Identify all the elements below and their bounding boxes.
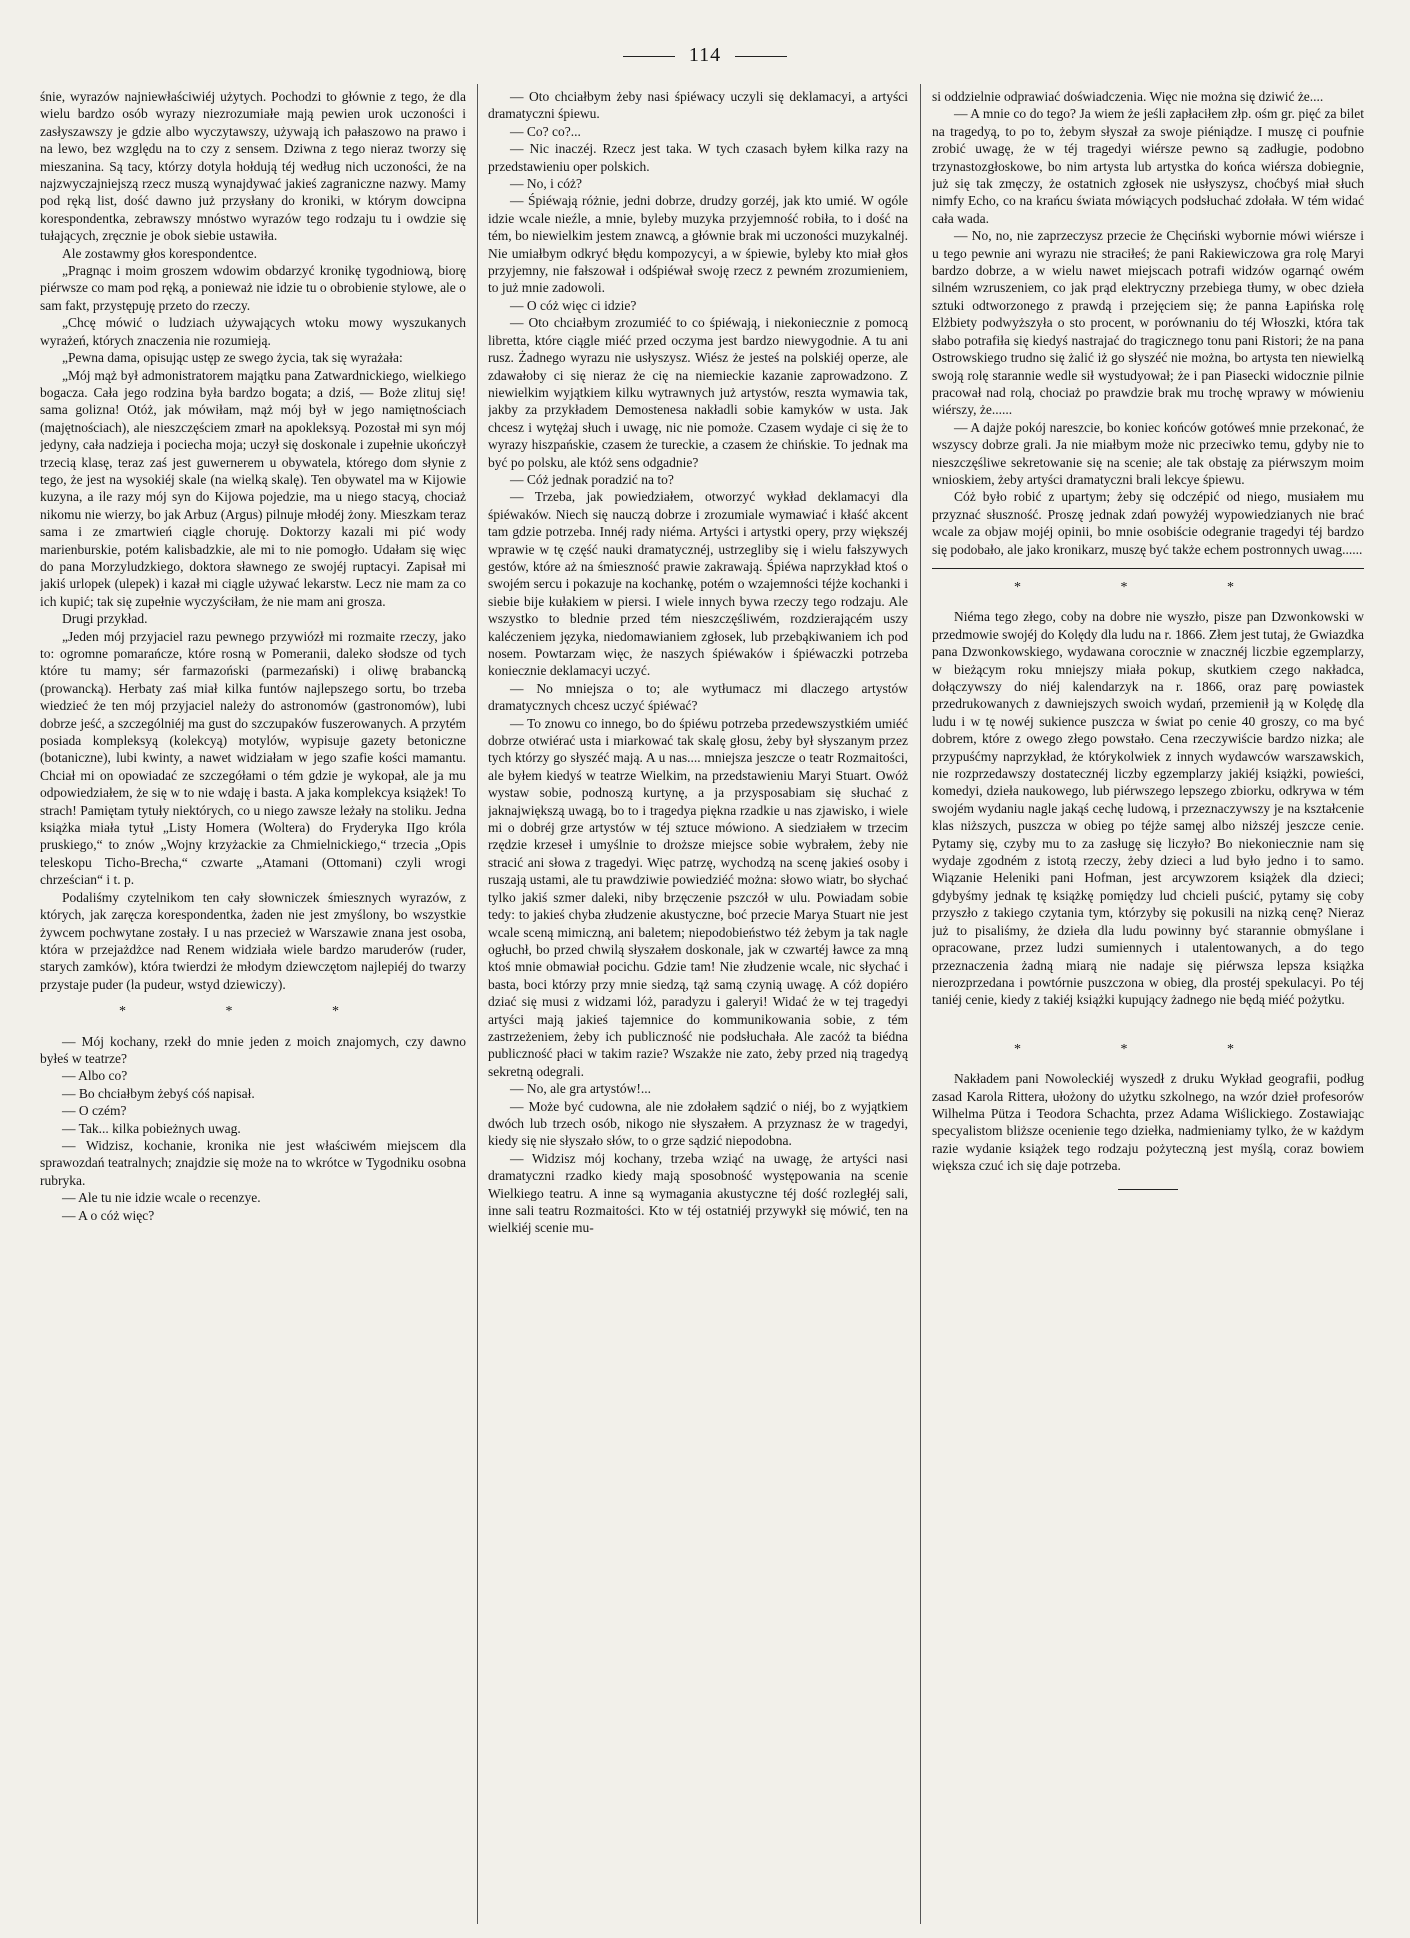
dialogue-line: — Śpiéwają różnie, jedni dobrze, drudzy gorzéj, jak kto umié. W ogóle idzie wcale nieźle, a mnie, byleby muzyka przyjemność robiła, to i dość na tém, bo niewielkim jestem znawcą, a głównie brak mi uczoności muzykalnéj. Nie umiałbym odkryć błędu kompozycyi, a w śpiewie, byleby kto miał głos przyjemny, nie fałszował i odśpiéwał swoję rzecz z pewném zrozumieniem, to już mnie zadowoli. [488, 193, 908, 296]
column-2 [488, 88, 908, 1923]
dialogue-line: — No, i cóż? [510, 176, 582, 192]
paragraph: Cóż było robić z upartym; żeby się odczépić od niego, musiałem mu przyznać słuszność. Proszę jednak zdań powyżéj wypowiedzianych nie brać wcale za objaw mojéj opinii, bo mnie osobiście odegranie tragedyi téj bardzo się podobało, ale jako kronikarz, muszę być także echem postronnych uwag...... [932, 489, 1364, 557]
header-rule-right [735, 56, 787, 57]
dialogue-line: — Bo chciałbym żebyś cóś napisał. [62, 1085, 255, 1101]
dialogue-line: — Oto chciałbym żeby nasi śpiéwacy uczyli się deklamacyi, a artyści dramatyczni śpiewu. [488, 89, 908, 122]
paragraph: Ale zostawmy głos korespondentce. [62, 245, 257, 261]
dialogue-line: — Może być cudowna, ale nie zdołałem sądzić o niéj, bo z wyjątkiem dwóch lub trzech osób, nikogo nie słyszałem. A przyznasz że w tragedyi, kiedy się nie słyszało słów, to o grze sądzić niepodobna. [488, 1098, 908, 1149]
dialogue-line: — A mnie co do tego? Ja wiem że jeśli zapłaciłem złp. ośm gr. pięć za bilet na tragedyą, to po to, żebym słyszał za swoje piéniądze. I muszę ci poufnie zrobić uwagę, że w téj tragedyi wiérsze pewno są zadługie, podobno trzynastozgłoskowe, bo nim artysta lub artystka do końca wiérsza dobiegnie, już się tak zmęczy, że ostatnich zgłosek nie usłyszysz, choćbyś miał słuch nimfy Echo, co na krańcu świata mówiących podsłuchać zdołała. W tém widać cała wada. [932, 106, 1364, 226]
column-3 [932, 88, 1364, 1923]
paragraph: „Pragnąc i moim groszem wdowim obdarzyć kronikę tygodniową, biorę piérwsze co mam pod ręką, a ponieważ nie idzie tu o obrobienie stylowe, ale o sam fakt, przystępuję przeto do rzeczy. [40, 263, 466, 313]
paragraph: Drugi przykład. [62, 611, 148, 627]
dialogue-line: — Cóż jednak poradzić na to? [510, 471, 674, 487]
dialogue-line: — No, no, nie zaprzeczysz przecie że Chęciński wybornie mówi wiérsze i u tego pewnie ani wyrazu nie straciłeś; że pani Rakiewiczowa gra rolę Maryi bardzo dobrze, a w wielu nawet miejscach potrafi widzów ogarnąć owém silném wzruszeniem, co jak prąd elektryczny przebiega tłumy, w obec dzieła sztuki odtworzonego z prawdą i przejęciem się; że panna Łapińska rolę Elżbiety podwyższyła o sto procent, w porównaniu do téj Włoszki, która tak słabo potrafiła się kiedyś nastrajać do tragicznego tonu pani Ristori; że na pana Ostrowskiego trudno się żalić iż go słyszéć nie można, bo artysta ten niewielką swoją rolę starannie wedle sił wystudyował; że i pan Piasecki widocznie pilnie pracował nad rolą, chociaż po prawdzie brak mu trochę wprawy w mówieniu wiérszy, że...... [932, 228, 1364, 418]
dialogue-line: — Tak... kilka pobieżnych uwag. [62, 1120, 241, 1136]
paragraph: „Mój mąż był admonistratorem majątku pana Zatwardnickiego, wielkiego bogacza. Cała jego rodzina była bardzo bogata; a dziś, — Boże zlituj się! sama golizna! Otóż, jak mówiłam, mąż mój był w jego namiętnościach (majętnościach), ale nieszczęściem zmarł na apokleksyą. Pozostał mi syn mój jedyny, cała nadzieja i pociecha moja; uczył się doskonale i zupełnie ukończył trzecią klasę, teraz zaś jest guwernerem u obywatela, którego dom słynie z tego, że jest na wysokiéj skale (na wielką skalę). Ten obywatel ma w Kijowie kuzyna, a ile razy mój syn do Kijowa pojedzie, ma u niego stacyą, chociaż nikomu nie wierzy, bo jak Arbuz (Argus) pilnuje młodéj żony. Mieszkam teraz sama i ze zmartwień ciągle choruję. Doktorzy kazali mi pić wody marienburskie, potém kalisbadzkie, ale mi to nie pomogło. Udałam się więc do pana Morzyludzkiego, doktora sławnego ze swojéj ruptacyi. Zapisał mi jakiś urlopek (ulepek) i kazał mi ciągle używać lekarstw. Lecz nie mam za co ich kupić; tak się zupełnie wyczyściłam, że nie mam ani grosza. [40, 367, 466, 609]
page-number: 114 [688, 44, 722, 66]
header-rule-left [623, 56, 675, 57]
article-geography-notice: Nakładem pani Nowoleckiéj wyszedł z druku Wykład geografii, podług zasad Karola Rittera, ułożony do użytku szkolnego, na wzór dzieł profesorów Wilhelma Pütza i Teodora Schachta, przez Adama Wiślickiego. Zostawiając specyalistom bliższe ocenienie tego dziełka, nadmieniamy tylko, że w każdym razie wydanie książek tego rodzaju pożyteczną jest myślą, coraz bowiem większa czuć ich się daje potrzeba. [932, 1071, 1364, 1174]
paragraph: śnie, wyrazów najniewłaściwiéj użytych. Pochodzi to głównie z tego, że dla wielu bardzo osób wyrazy niezrozumiałe mają pewien urok uczoności i zasłyszawszy je gdzie albo wyczytawszy, używają ich pałaszowo na prawo i na lewo, bez względu na to czy z sensem. Dziwna z tego nieraz tworzy się mieszanina. Są tacy, którzy dotyla hołdują téj według nich uczoności, że na najzwyczajniejszą rzecz muszą wynajdywać jakieś zagraniczne nazwy. Mamy pod ręką list, dość dawno już przysłany do kroniki, w którym dowcipna korespondentka, zebrawszy mnóstwo wyrazów tego rodzaju tu i owdzie się tułających, zręcznie je obok siebie ustawiła. [40, 89, 466, 244]
paragraph: „Chcę mówić o ludziach używających wtoku mowy wyszukanych wyrażeń, których znaczenia nie rozumieją. [40, 315, 466, 348]
paragraph: „Jeden mój przyjaciel razu pewnego przywiózł mi rozmaite rzeczy, jako to: ogromne pomarańcze, które rosną w Pomeranii, daleko słodsze od tych które tu mamy; sér farmazoński (parmezański) i oliwę brabancką (prowancką). Herbaty zaś miał kilka funtów najlepszego sortu, bo trzeba wiedzieć że ten mój przyjaciel należy do astronomów (gastronomów), lubi dobrze jeść, a szczególniéj ma gust do szczupaków fuszerowanych. A przytém posiada kompleksyą (kolekcyą) motylów, wypisuje gazety betoniczne (botaniczne), lubi kwinty, a nawet widziałam w jego szafie kości mamantu. Chciał mi on opowiadać ze szczegółami o tém gdzie je wykopał, ale ja mu odpowiedziałem, że się w to nie wdaję i basta. A jaka komplekcya książek! To strach! Pamiętam tytuły niektórych, co u niego zawsze leżały na stoliku. Jedna książka miała tytuł „Listy Homera (Woltera) do Fryderyka IIgo króla pruskiego,“ to znów „Wojny krzyżackie za Chmielnickiego,“ trzecia „Opis teleskopu Ticho-Brecha,“ czwarte „Atamani (Ottomani) czyli wrogi chrześcian“ i t. p. [40, 628, 466, 888]
column-1 [40, 88, 466, 1923]
dialogue-line: — O czém? [62, 1103, 127, 1119]
dialogue-line: — No mniejsza o to; ale wytłumacz mi dlaczego artystów dramatycznych chcesz uczyć śpiéwać? [488, 680, 908, 714]
paragraph: „Pewna dama, opisując ustęp ze swego życia, tak się wyrażała: [62, 350, 403, 366]
dialogue-line: — Co? co?... [510, 123, 581, 139]
dialogue-line: — Albo co? [62, 1068, 128, 1084]
section-separator-stars: * * * [119, 1004, 387, 1020]
dialogue-line: — O cóż więc ci idzie? [510, 297, 637, 313]
page-header [0, 44, 1410, 67]
dialogue-line: — Oto chciałbym zrozumiéć to co śpiéwają, i niekoniecznie z pomocą libretta, które ciągle miéć przed oczyma jest bardzo niewygodnie. A tu ani rusz. Żadnego wyrazu nie usłyszysz. Wiész że jesteś na polskiéj operze, ale zdawałoby ci się nieraz że cię na niemieckie kazanie zaprowadzono. Z niewielkim wyjątkiem kilku wytrawnych już artystów, reszta wymawia tak, jakby za przykładem Demostenesa nakładli sobie kamyków w usta. Jak chcesz i wytężaj słuch i uwagę, nic nie pomoże. Czasem wydaje ci się że to wyrazy hiszpańskie, czasem że tureckie, a czasem że chińskie. To jednak ma być po polsku, ale któż sens odgadnie? [488, 315, 908, 470]
section-separator-stars: * * * [1014, 1041, 1282, 1057]
dialogue-line: — Mój kochany, rzekł do mnie jeden z moich znajomych, czy dawno byłeś w teatrze? [40, 1033, 466, 1066]
column-divider-2 [920, 84, 921, 1924]
dialogue-line: — To znowu co innego, bo do śpiéwu potrzeba przedewszystkiém umiéć dobrze otwiérać usta i miarkować tak skalę głosu, żeby był słyszanym przez tych którzy go słyszéć mają. A u nas.... mniejsza jeszcze o teatr Rozmaitości, ale byłem kiedyś w teatrze Wielkim, na przedstawieniu Maryi Stuart. Owóż wystaw sobie, podnoszą kurtynę, a ja przysposabiam się słuchać z jaknajwiększą uwagą, bo to i tragedya piękna rzadkie u nas zjawisko, i wiele mi o dobréj grze artystów w téj sztuce mówiono. A siedziałem w trzecim rzędzie krzeseł i umyślnie to droższe miejsce sobie wybrałem, żeby nie stracić ani słowa z tragedyi. Więc patrzę, wychodzą na scenę jakieś osoby i ruszają ustami, ale tu prawdziwie powiedziéć można: słowo wiatr, bo słychać tylko jakiś szmer daleki, niby brzęczenie pszczół w ulu. Powiadam sobie tedy: to jakieś chyba złudzenie akustyczne, boć przecie Marya Stuart nie jest wcale sceną mimiczną, ani baletem; niepodobieństwo téż żebym ja tak nagle ogłuchł, bo przed chwilą słyszałem doskonale, jak w czwartéj ławce za mną ktoś mnie obmawiał pocichu. Gdzie tam! Nie złudzenie wcale, nic słychać i basta, boci którzy przy mnie siedzą, tąż samą czynią uwagę. A cóż dopiéro dziać się musi z widzami lóż, paradyzu i galeryi! Widać że w tej tragedyi artyści mają jakieś tajemnice do kommunikowania sobie, z tém zastrzeżeniem, żeby ich publiczność nie podsłuchała. Ale zacóż ta biédna publiczność płaci w takim razie? Wszakże nie zato, żeby przed nią tragedyą sekretną odegrali. [488, 715, 908, 1079]
dialogue-line: — Nic inaczéj. Rzecz jest taka. W tych czasach byłem kilka razy na przedstawieniu oper polskich. [488, 141, 908, 174]
dialogue-line: — Ale tu nie idzie wcale o recenzye. [62, 1190, 261, 1206]
column-divider-1 [477, 84, 478, 1924]
section-separator-stars: * * * [1014, 579, 1282, 595]
section-rule [932, 568, 1364, 569]
dialogue-line: si oddzielnie odprawiać doświadczenia. Więc nie można się dziwić że.... [932, 89, 1324, 104]
spacer [932, 1009, 1364, 1031]
dialogue-line: — Widzisz mój kochany, trzeba wziąć na uwagę, że artyści nasi dramatyczni rzadko kiedy mają sposobność występowania na scenie Wielkiego teatru. A inne są wymagania akustyczne téj dość rozległéj sali, inne sali teatru Rozmaitości. Kto w téj ostatniéj przywykł się mówić, ten na wielkiéj scenie mu- [488, 1150, 908, 1236]
dialogue-line: — A o cóż więc? [62, 1207, 155, 1223]
article-koleda: Niéma tego złego, coby na dobre nie wyszło, pisze pan Dzwonkowski w przedmowie swojéj do Kolędy dla ludu na r. 1866. Złem jest tutaj, że Gwiazdka pana Dzwonkowskiego, wydawana corocznie w znacznéj liczbie egzemplarzy, w bieżącym roku mniejszy miała pokup, skutkiem czego nakładca, dołączywszy do niéj kalendarzyk na r. 1866, oraz parę powiastek przedrukowanych z dawniejszych swoich wydań, przemienił ją w Kolędę dla ludu i w tę nowéj sukience puszcza w świat po cenie 40 groszy, co ma być dobrem, które z owego złego powstało. Cena rzeczywiście bardzo nizka; ale przypuśćmy naprzykład, że którykolwiek z innych wydawców warszawskich, nie rozprzedawszy dostatecznéj liczby egzemplarzy jakiéj książki, powieści, komedyi, dzieła naukowego, lub piérwszego lepszego zbiorku, odkrywa w tém swojém wydaniu nagle jakąś cechę ludową, i przeznaczywszy je na kształcenie klas niższych, puszcza w obieg po téjże samęj albo niższéj jeszcze cenie. Pytamy się, czyby mu to za zasługę się liczyło? Bo niekoniecznie nam się wydaje zgodném z istotą rzeczy, żeby dzieci a lud było jedno i to samo. Wiązanie Heleniki pani Hofman, jest arcywzorem książek dla dzieci; gdybyśmy jednak tę książkę pomiędzy lud chcieli puścić, pytamy się coby przyszło z takiego czytania tym, którzyby się pokusili na nizką cenę? Nieraz już to pisaliśmy, że dzieła dla ludu powinny być starannie obmyślane i opracowane, przez ludzi sumiennych i utalentowanych, a do tego przeznaczenia żadną miarą nie nadaje się piérwsza lepsza książka nierozprzedana i powtórnie puszczona w obieg, dla prostéj spekulacyi. Po téj taniéj cenie, kiedy z takiéj książki kupujący żadnego nie będą miéć pożytku. [932, 609, 1364, 1008]
dialogue-line: — Trzeba, jak powiedziałem, otworzyć wykład deklamacyi dla śpiéwaków. Niech się nauczą dobrze i zrozumiale wymawiać i kłaść akcent tam gdzie potrzeba. Innéj rady niéma. Artyści i artystki opery, przy większéj wprawie w tę część nauki dramatycznéj, ustrzegliby się i wielu fałszywych gestów, które aż na śmieszność prawie zakrawają. Śpiéwa naprzykład ktoś o swojém sercu i pokazuje na kochankę, potém o wzajemności téjże kochanki i siebie bije kułakiem w piersi. I wiele innych bywa rzeczy tego rodzaju. Ale wszystko to blednie przed tém nieszczęśliwém, rozdzierającém uszy kaléczeniem języka, niedomawianiem zgłosek, lub przebąkiwaniem ich pod nosem. Powtarzam więc, że naszych śpiéwaków i śpiéwaczki potrzeba koniecznie deklamacyi uczyć. [488, 489, 908, 679]
end-rule [1118, 1189, 1178, 1190]
dialogue-line: — No, ale gra artystów!... [510, 1081, 651, 1097]
dialogue-line: — Widzisz, kochanie, kronika nie jest właściwém miejscem dla sprawozdań teatralnych; znajdzie się może na to wkrótce w Tygodniku osobna rubryka. [40, 1137, 466, 1188]
paragraph: Podaliśmy czytelnikom ten cały słowniczek śmiesznych wyrazów, z których, jak zaręcza korespondentka, żaden nie jest zmyślony, bo wszystkie żywcem pochwytane zostały. I u nas przecież w Warszawie znana jest osoba, która w przejażdżce nad Renem widziała wiele bardzo maruderów (ruder, starych zamków), która twierdzi że młodym dziewczętom najlepiéj do twarzy przystaje puder (la pudeur, wstyd dziewiczy). [40, 889, 466, 992]
dialogue-line: — A dajże pokój nareszcie, bo koniec końców gotóweś mnie przekonać, że wszyscy dobrze grali. Ja nie miałbym może nic przeciwko temu, gdyby nie to nieszczęśliwe sekretowanie się na scenie; ale tak obstaję za piérwszym moim wnioskiem, żeby artyści dramatyczni brali lekcye śpiewu. [932, 419, 1364, 487]
